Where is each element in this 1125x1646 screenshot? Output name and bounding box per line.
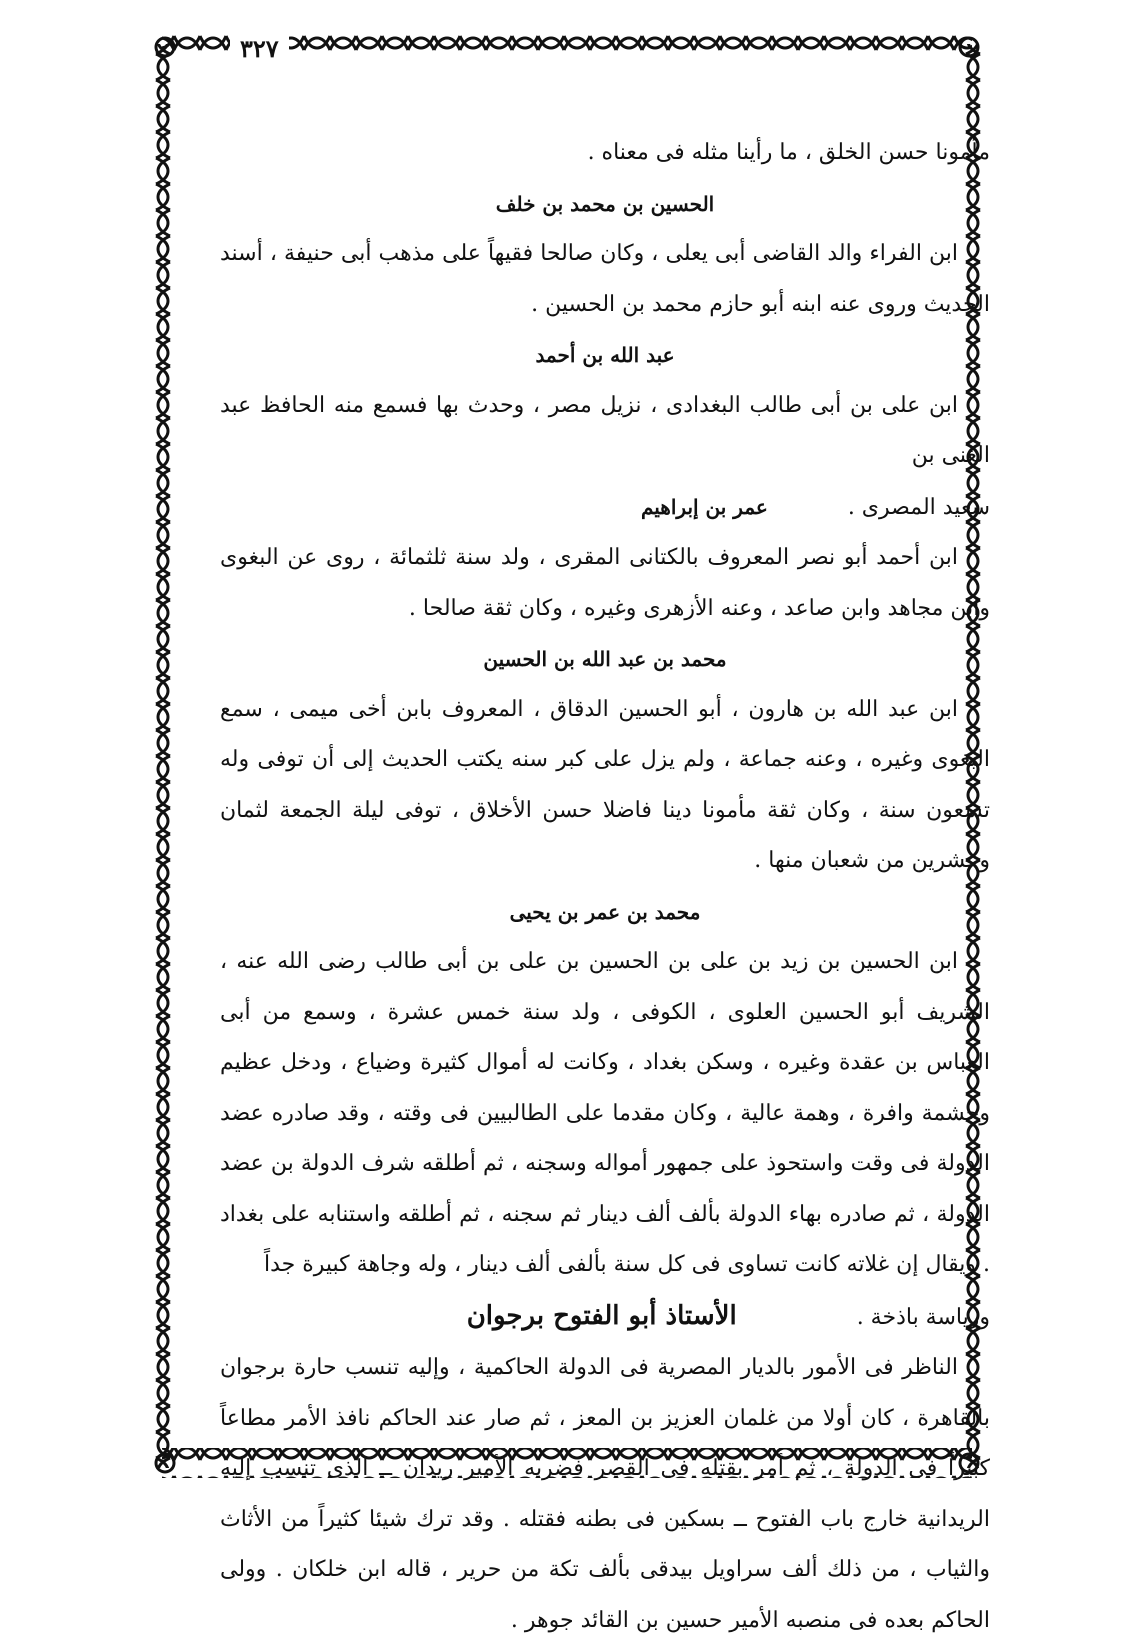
paragraph-line <box>220 1291 990 1344</box>
paragraph: ابن على بن أبى طالب البغدادى ، نزيل مصر ، وحدث بها فسمع منه الحافظ عبد الغنى بن <box>220 392 990 468</box>
paragraph: ابن أحمد أبو نصر المعروف بالكتانى المقرى ، ولد سنة ثلثمائة ، روى عن البغوى وابن مجاهد وابن صاعد ، وعنه الأزهرى وغيره ، وكان ثقة صالحا . <box>220 545 990 621</box>
entry-heading: عبد الله بن أحمد <box>535 343 675 367</box>
paragraph: ابن الفراء والد القاضى أبى يعلى ، وكان صالحا فقيهاً على مذهب أبى حنيفة ، أسند الحديث وروى عنه ابنه أبو حازم محمد بن الحسين . <box>220 241 990 317</box>
paragraph-line <box>220 482 990 534</box>
entry-heading: محمد بن عمر بن يحيى <box>509 899 701 924</box>
paragraph-text: ورياسة باذخة . <box>856 1304 990 1330</box>
entry-heading: عمر بن إبراهيم <box>640 494 768 519</box>
paragraph: مأمونا حسن الخلق ، ما رأينا مثله فى معناه . <box>587 140 990 165</box>
entry-heading: الأستاذ أبو الفتوح برجوان <box>466 1300 737 1331</box>
page-body <box>220 128 990 1646</box>
paragraph-text: سعيد المصرى . <box>847 494 990 520</box>
paragraph: الناظر فى الأمور بالديار المصرية فى الدولة الحاكمية ، وإليه تنسب حارة برجوان بالقاهرة ، كان أولا من غلمان العزيز بن المعز ، ثم صار عند الحاكم نافذ الأمر مطاعاً كبيراً فى الدولة ، ثم أمر بقتله فى القصر فضربه الأمير ريدان ــ الذى تنسب إليه الريدانية خارج باب الفتوح ــ بسكين فى بطنه فقتله . وقد ترك شيئا كثيراً من الأثاث والثياب ، من ذلك ألف سراويل بيدقى بألف تكة من حرير ، قاله ابن خلكان . وولى الحاكم بعده فى منصبه الأمير حسين بن القائد جوهر . <box>220 1355 990 1633</box>
paragraph: ابن عبد الله بن هارون ، أبو الحسين الدقاق ، المعروف بابن أخى ميمى ، سمع البغوى وغيره ، وعنه جماعة ، ولم يزل على كبر سنه يكتب الحديث إلى أن توفى وله تسعون سنة ، وكان ثقة مأمونا دينا فاضلا حسن الأخلاق ، توفى ليلة الجمعة لثمان وعشرين من شعبان منها . <box>220 696 990 873</box>
paragraph: ابن الحسين بن زيد بن على بن الحسين بن على بن أبى طالب رضى الله عنه ، الشريف أبو الحسين العلوى ، الكوفى ، ولد سنة خمس عشرة ، وسمع من أبى العباس بن عقدة وغيره ، وسكن بغداد ، وكانت له أموال كثيرة وضياع ، ودخل عظيم وحشمة وافرة ، وهمة عالية ، وكان مقدما على الطالبيين فى وقته ، وقد صادره عضد الدولة فى وقت واستحوذ على جمهور أمواله وسجنه ، ثم أطلقه شرف الدولة بن عضد الدولة ، ثم صادره بهاء الدولة بألف ألف دينار ثم سجنه ، ثم أطلقه واستنابه على بغداد . ويقال إن غلاته كانت تساوى فى كل سنة بألفى ألف دينار ، وله وجاهة كبيرة جداً <box>220 949 990 1277</box>
entry-heading: الحسين بن محمد بن خلف <box>495 191 715 216</box>
entry-heading: محمد بن عبد الله بن الحسين <box>483 647 727 671</box>
page-number: ٣٢٧ <box>230 34 289 64</box>
